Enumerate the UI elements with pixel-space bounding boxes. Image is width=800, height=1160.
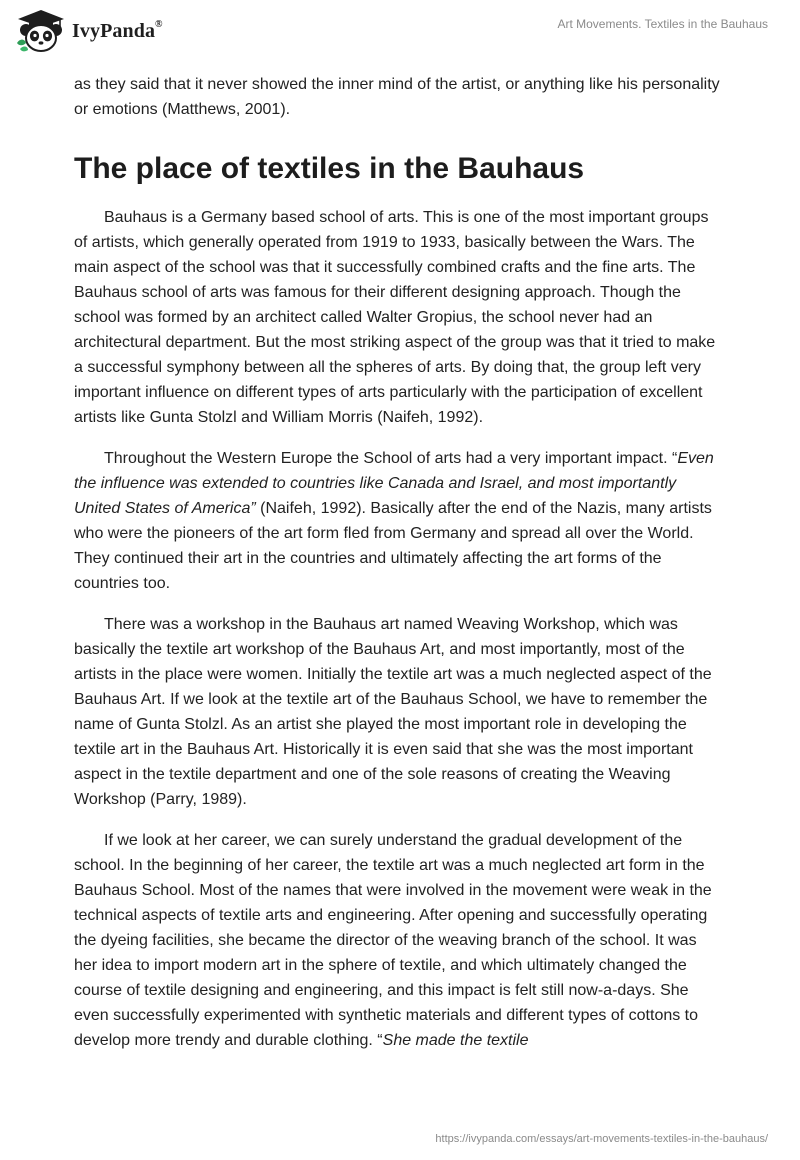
paragraph-4-start: If we look at her career, we can surely understand the gradual development of the school. In the beginning of her career, the textile art was a much neglected art form in the Bauhaus School. Most of the names that were involved in the movement were weak in the technical aspects of textile arts and engineering. After opening and successfully operating the dyeing facilities, she became the director of the weaving branch of the school. It was her idea to import modern art in the sphere of textile, and which ultimately changed the course of textile designing and engineering, and this impact is felt still now-a-days. She even successfully experimented with synthetic materials and different types of cottons to develop more trendy and durable clothing. “ bbox=[74, 832, 712, 1049]
document-title: Art Movements. Textiles in the Bauhaus bbox=[557, 17, 768, 31]
paragraph-2-end: (Naifeh, 1992). Basically after the end of the Nazis, many artists who were the pioneers of the art form fled from Germany and spread all over the World. They continued their art in the countries and ultimately affecting the art forms of the countries too. bbox=[74, 500, 712, 592]
ivypanda-logo[interactable] bbox=[14, 8, 163, 54]
registered-mark: ® bbox=[155, 18, 163, 30]
page-header bbox=[0, 0, 800, 62]
essay-body bbox=[74, 72, 724, 1069]
section-heading: The place of textiles in the Bauhaus bbox=[74, 152, 585, 185]
logo-text: IvyPanda bbox=[72, 19, 156, 42]
paragraph-4-quote: She made the textile bbox=[382, 1032, 529, 1049]
panda-graduate-icon bbox=[14, 8, 68, 54]
paragraph-2 bbox=[74, 446, 724, 596]
paragraph-1: Bauhaus is a Germany based school of arts. This is one of the most important groups of artists, which generally operated from 1919 to 1933, basically between the Wars. The main aspect of the school was that it successfully combined crafts and the fine arts. The Bauhaus school of arts was famous for their different designing approach. Though the school was formed by an architect called Walter Gropius, the school never had an architectural department. But the most striking aspect of the group was that it tried to make a successful symphony between all the spheres of arts. By doing that, the group left very important influence on different types of arts particularly with the participation of excellent artists like Gunta Stolzl and William Morris (Naifeh, 1992). bbox=[74, 209, 716, 426]
logo-wordmark bbox=[72, 20, 163, 43]
source-url[interactable]: https://ivypanda.com/essays/art-movements-textiles-in-the-bauhaus/ bbox=[435, 1133, 768, 1145]
continued-paragraph: as they said that it never showed the inner mind of the artist, or anything like his personality or emotions (Matthews, 2001). bbox=[74, 76, 720, 118]
paragraph-2-quote: Even the influence was extended to countries like Canada and Israel, and most importantly United States of America” bbox=[74, 450, 714, 517]
paragraph-3: There was a workshop in the Bauhaus art named Weaving Workshop, which was basically the textile art workshop of the Bauhaus Art, and most importantly, most of the artists in the place were women. Initially the textile art was a much neglected aspect of the Bauhaus Art. If we look at the textile art of the Bauhaus School, we have to remember the name of Gunta Stolzl. As an artist she played the most important role in developing the textile art in the Bauhaus Art. Historically it is even said that she was the most important aspect in the textile department and one of the sole reasons of creating the Weaving Workshop (Parry, 1989). bbox=[74, 616, 712, 808]
paragraph-4 bbox=[74, 828, 724, 1053]
paragraph-2-start: Throughout the Western Europe the School of arts had a very important impact. “ bbox=[104, 450, 678, 467]
